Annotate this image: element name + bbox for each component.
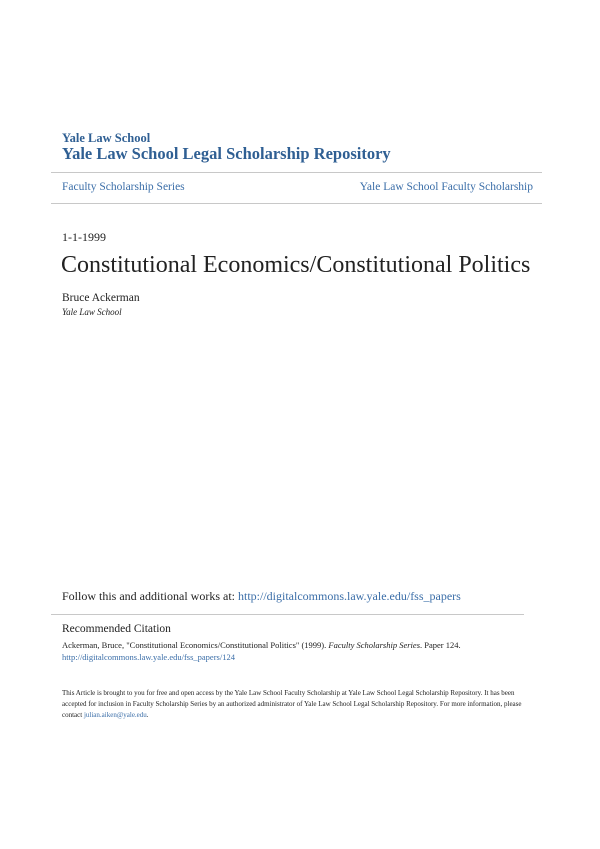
- author-name: Bruce Ackerman: [62, 292, 140, 304]
- contact-email-link[interactable]: julian.aiken@yale.edu: [83, 711, 147, 719]
- follow-prefix: Follow this and additional works at:: [62, 589, 238, 603]
- faculty-scholarship-series-link[interactable]: Faculty Scholarship Series: [62, 181, 185, 193]
- citation-series: Faculty Scholarship Series: [328, 640, 421, 650]
- institution-name: Yale Law School: [62, 131, 151, 145]
- follow-url-link[interactable]: http://digitalcommons.law.yale.edu/fss_papers: [238, 589, 461, 603]
- repository-title-link[interactable]: Yale Law School Legal Scholarship Repository: [62, 144, 391, 163]
- citation-url-link[interactable]: http://digitalcommons.law.yale.edu/fss_papers/124: [62, 652, 235, 662]
- access-notice: [62, 688, 524, 721]
- author-affiliation: Yale Law School: [62, 307, 122, 317]
- follow-line: [62, 589, 461, 604]
- citation-text: [62, 640, 461, 650]
- citation-text-main: Ackerman, Bruce, "Constitutional Economics/Constitutional Politics" (1999).: [62, 640, 329, 650]
- publication-date: 1-1-1999: [62, 230, 106, 244]
- header-divider-bottom: [51, 203, 542, 204]
- citation-text-end: . Paper 124.: [420, 640, 461, 650]
- faculty-scholarship-link[interactable]: Yale Law School Faculty Scholarship: [359, 181, 533, 193]
- article-title: Constitutional Economics/Constitutional Politics: [61, 252, 531, 278]
- access-notice-text: This Article is brought to you for free and open access by the Yale Law School Faculty Scholarship at Yale Law School Legal Scholarship Repository. It has been accepted for inclusion in Faculty Scholarship Series by an authorized administrator of Yale Law School Legal Scholarship Repository. For more information, please contact: [62, 689, 522, 719]
- citation-divider: [51, 614, 524, 615]
- recommended-citation-heading: Recommended Citation: [62, 623, 171, 635]
- header-divider-top: [51, 172, 542, 173]
- access-notice-end: .: [146, 711, 149, 719]
